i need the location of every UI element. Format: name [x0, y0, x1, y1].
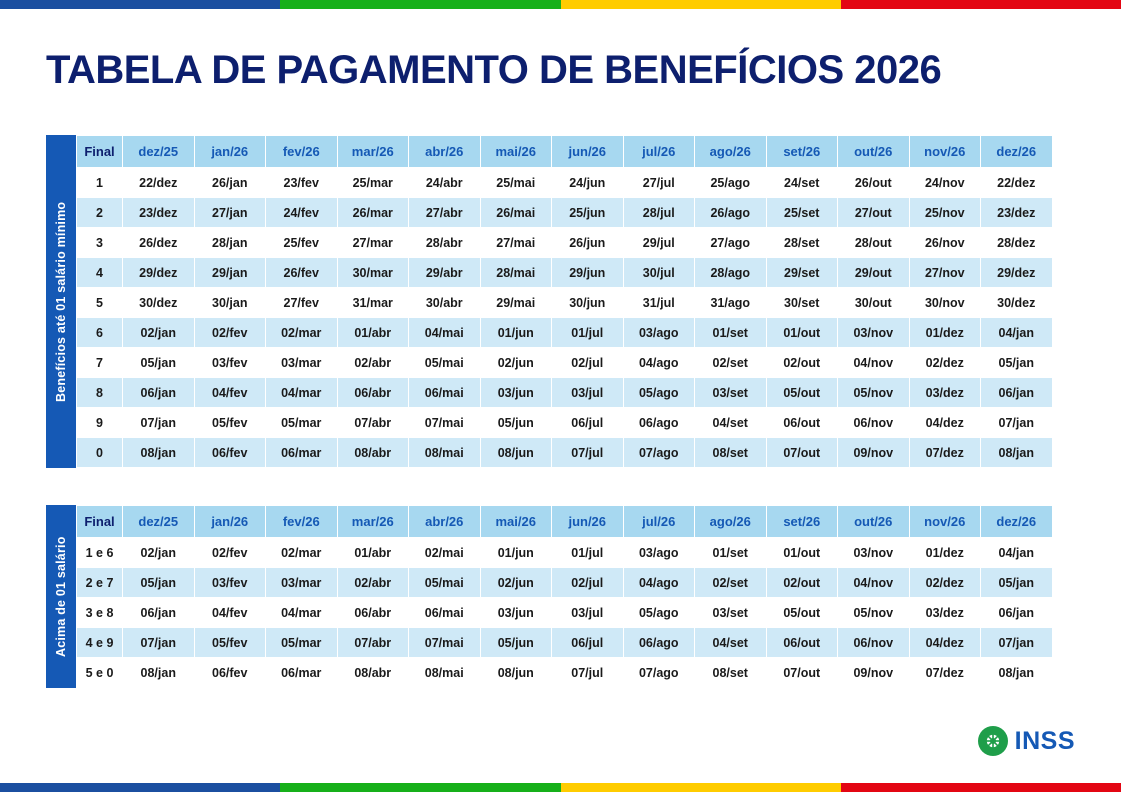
- table2-cell: 06/out: [766, 628, 838, 658]
- table1-cell: 30/jun: [552, 288, 624, 318]
- table1-header-month: set/26: [766, 136, 838, 168]
- table-row: [77, 168, 1053, 198]
- table2-cell: 04/nov: [838, 568, 910, 598]
- table1-cell: 28/ago: [695, 258, 767, 288]
- table1-cell: 06/jul: [552, 408, 624, 438]
- table2-header-month: dez/25: [123, 506, 195, 538]
- table2-cell: 05/fev: [194, 628, 266, 658]
- table2-final-cell: 2 e 7: [77, 568, 123, 598]
- table2-cell: 02/fev: [194, 538, 266, 568]
- table1-final-cell: 8: [77, 378, 123, 408]
- table2-cell: 02/jul: [552, 568, 624, 598]
- table1-cell: 06/nov: [838, 408, 910, 438]
- table1-cell: 27/mar: [337, 228, 409, 258]
- table2-cell: 07/mai: [409, 628, 481, 658]
- table1-cell: 24/set: [766, 168, 838, 198]
- table1-side-label: Benefícios até 01 salário mínimo: [46, 135, 76, 468]
- table1-cell: 04/nov: [838, 348, 910, 378]
- table1-cell: 29/dez: [123, 258, 195, 288]
- table1-cell: 03/jun: [480, 378, 552, 408]
- table1-cell: 02/dez: [909, 348, 981, 378]
- table2-cell: 07/jan: [981, 628, 1053, 658]
- table-row: [77, 658, 1053, 688]
- table2-cell: 07/abr: [337, 628, 409, 658]
- table2-cell: 02/jun: [480, 568, 552, 598]
- table2-header-month: dez/26: [981, 506, 1053, 538]
- table1-cell: 29/jun: [552, 258, 624, 288]
- table1-cell: 03/fev: [194, 348, 266, 378]
- table1-cell: 07/ago: [623, 438, 695, 468]
- table1-cell: 05/jan: [123, 348, 195, 378]
- table2-cell: 06/nov: [838, 628, 910, 658]
- table1-cell: 23/dez: [981, 198, 1053, 228]
- table2-header-month: ago/26: [695, 506, 767, 538]
- table1: [76, 135, 1053, 468]
- table2-final-cell: 4 e 9: [77, 628, 123, 658]
- table2-cell: 02/out: [766, 568, 838, 598]
- table-row: [77, 628, 1053, 658]
- table2-cell: 07/jan: [123, 628, 195, 658]
- table2-cell: 07/dez: [909, 658, 981, 688]
- table1-cell: 27/jan: [194, 198, 266, 228]
- table2-cell: 06/ago: [623, 628, 695, 658]
- inss-logo: [978, 726, 1075, 756]
- table1-cell: 25/ago: [695, 168, 767, 198]
- table1-cell: 07/out: [766, 438, 838, 468]
- table1-cell: 02/mar: [266, 318, 338, 348]
- table2-cell: 05/mai: [409, 568, 481, 598]
- table2-header-month: mai/26: [480, 506, 552, 538]
- table1-cell: 04/fev: [194, 378, 266, 408]
- table1-cell: 22/dez: [981, 168, 1053, 198]
- table2-cell: 06/jan: [123, 598, 195, 628]
- table1-cell: 26/ago: [695, 198, 767, 228]
- table1-cell: 05/nov: [838, 378, 910, 408]
- table1-cell: 25/nov: [909, 198, 981, 228]
- table2-header-month: out/26: [838, 506, 910, 538]
- table-row: [77, 288, 1053, 318]
- table2-cell: 02/mai: [409, 538, 481, 568]
- table1-cell: 29/set: [766, 258, 838, 288]
- table1-cell: 24/abr: [409, 168, 481, 198]
- table1-cell: 27/nov: [909, 258, 981, 288]
- table2-cell: 08/abr: [337, 658, 409, 688]
- table1-cell: 02/jan: [123, 318, 195, 348]
- table2-cell: 08/mai: [409, 658, 481, 688]
- table1-cell: 28/mai: [480, 258, 552, 288]
- stripe-red: [841, 783, 1121, 792]
- table1-cell: 04/mai: [409, 318, 481, 348]
- bottom-color-stripe: [0, 783, 1121, 792]
- table1-cell: 06/abr: [337, 378, 409, 408]
- stripe-green: [280, 783, 560, 792]
- table2-cell: 03/mar: [266, 568, 338, 598]
- table2-cell: 06/jan: [981, 598, 1053, 628]
- table1-header-month: jun/26: [552, 136, 624, 168]
- table2-cell: 04/set: [695, 628, 767, 658]
- table-row: [77, 538, 1053, 568]
- table1-cell: 02/out: [766, 348, 838, 378]
- table2-cell: 04/fev: [194, 598, 266, 628]
- table1-header-month: jan/26: [194, 136, 266, 168]
- table2-cell: 05/jan: [123, 568, 195, 598]
- table1-cell: 01/out: [766, 318, 838, 348]
- table1-cell: 31/jul: [623, 288, 695, 318]
- benefits-minimum-wage-table-block: [46, 135, 1053, 468]
- table1-final-cell: 7: [77, 348, 123, 378]
- table2-side-label: Acima de 01 salário: [46, 505, 76, 688]
- table1-cell: 08/jan: [981, 438, 1053, 468]
- table1-cell: 29/dez: [981, 258, 1053, 288]
- table1-cell: 05/mai: [409, 348, 481, 378]
- table1-cell: 23/dez: [123, 198, 195, 228]
- table1-header-month: mai/26: [480, 136, 552, 168]
- inss-logo-text: INSS: [1014, 726, 1075, 755]
- table2-header-month: jul/26: [623, 506, 695, 538]
- inss-emblem-icon: [978, 726, 1008, 756]
- table1-cell: 24/jun: [552, 168, 624, 198]
- table1-header-month: mar/26: [337, 136, 409, 168]
- table2-cell: 03/nov: [838, 538, 910, 568]
- table1-cell: 25/mai: [480, 168, 552, 198]
- table1-cell: 07/jan: [981, 408, 1053, 438]
- table-row: [77, 198, 1053, 228]
- table1-header-month: dez/26: [981, 136, 1053, 168]
- table1-final-cell: 9: [77, 408, 123, 438]
- table2-cell: 04/ago: [623, 568, 695, 598]
- table1-cell: 01/abr: [337, 318, 409, 348]
- table1-header-month: nov/26: [909, 136, 981, 168]
- table2-cell: 02/set: [695, 568, 767, 598]
- table2-cell: 05/nov: [838, 598, 910, 628]
- table1-cell: 24/fev: [266, 198, 338, 228]
- table1-cell: 27/mai: [480, 228, 552, 258]
- table2-cell: 03/jun: [480, 598, 552, 628]
- table1-cell: 04/mar: [266, 378, 338, 408]
- table1-cell: 02/set: [695, 348, 767, 378]
- table1-header-month: jul/26: [623, 136, 695, 168]
- table1-cell: 30/dez: [981, 288, 1053, 318]
- page-title: TABELA DE PAGAMENTO DE BENEFÍCIOS 2026: [46, 48, 942, 92]
- table1-cell: 03/jul: [552, 378, 624, 408]
- benefits-above-minimum-wage-table-block: [46, 505, 1053, 688]
- table1-cell: 26/out: [838, 168, 910, 198]
- table2-cell: 05/jun: [480, 628, 552, 658]
- table1-cell: 28/abr: [409, 228, 481, 258]
- table1-cell: 05/out: [766, 378, 838, 408]
- table1-cell: 02/abr: [337, 348, 409, 378]
- table2-cell: 03/set: [695, 598, 767, 628]
- table1-final-cell: 2: [77, 198, 123, 228]
- table2-cell: 06/mai: [409, 598, 481, 628]
- table2-cell: 05/mar: [266, 628, 338, 658]
- table1-cell: 04/jan: [981, 318, 1053, 348]
- table1-header-row: [77, 136, 1053, 168]
- table2-header-month: abr/26: [409, 506, 481, 538]
- table1-cell: 08/mai: [409, 438, 481, 468]
- table1-cell: 06/ago: [623, 408, 695, 438]
- table1-cell: 04/set: [695, 408, 767, 438]
- table1-cell: 30/jan: [194, 288, 266, 318]
- table1-cell: 26/fev: [266, 258, 338, 288]
- table2-cell: 02/abr: [337, 568, 409, 598]
- table1-cell: 28/jan: [194, 228, 266, 258]
- table1-cell: 27/out: [838, 198, 910, 228]
- table1-cell: 27/abr: [409, 198, 481, 228]
- table-row: [77, 598, 1053, 628]
- table2-cell: 03/ago: [623, 538, 695, 568]
- table1-header-final: Final: [77, 136, 123, 168]
- table1-cell: 28/out: [838, 228, 910, 258]
- table1-cell: 03/set: [695, 378, 767, 408]
- table1-cell: 27/fev: [266, 288, 338, 318]
- table2-cell: 07/out: [766, 658, 838, 688]
- table2-final-cell: 1 e 6: [77, 538, 123, 568]
- stripe-blue: [0, 783, 280, 792]
- table2-cell: 02/mar: [266, 538, 338, 568]
- table2-final-cell: 3 e 8: [77, 598, 123, 628]
- table1-header-month: out/26: [838, 136, 910, 168]
- table2-cell: 01/out: [766, 538, 838, 568]
- table2-cell: 05/jan: [981, 568, 1053, 598]
- table2-cell: 04/jan: [981, 538, 1053, 568]
- table2-header-final: Final: [77, 506, 123, 538]
- table2-cell: 07/jul: [552, 658, 624, 688]
- table2-cell: 01/abr: [337, 538, 409, 568]
- table2-cell: 02/jan: [123, 538, 195, 568]
- table1-cell: 25/set: [766, 198, 838, 228]
- table-row: [77, 378, 1053, 408]
- table2-cell: 01/jul: [552, 538, 624, 568]
- table2-cell: 06/fev: [194, 658, 266, 688]
- table-row: [77, 568, 1053, 598]
- table1-final-cell: 3: [77, 228, 123, 258]
- table1-cell: 08/jun: [480, 438, 552, 468]
- table2-cell: 06/jul: [552, 628, 624, 658]
- table1-cell: 09/nov: [838, 438, 910, 468]
- table1-cell: 25/fev: [266, 228, 338, 258]
- table1-cell: 03/mar: [266, 348, 338, 378]
- stripe-yellow: [561, 783, 841, 792]
- table1-final-cell: 5: [77, 288, 123, 318]
- table1-cell: 30/dez: [123, 288, 195, 318]
- table1-cell: 30/abr: [409, 288, 481, 318]
- stripe-blue: [0, 0, 280, 9]
- table1-cell: 08/abr: [337, 438, 409, 468]
- table1-cell: 01/set: [695, 318, 767, 348]
- table2-header-month: jun/26: [552, 506, 624, 538]
- table1-cell: 27/ago: [695, 228, 767, 258]
- table1-header-month: dez/25: [123, 136, 195, 168]
- table1-cell: 26/jun: [552, 228, 624, 258]
- table1-header-month: abr/26: [409, 136, 481, 168]
- table2-header-month: fev/26: [266, 506, 338, 538]
- table1-cell: 05/jun: [480, 408, 552, 438]
- table1-cell: 30/set: [766, 288, 838, 318]
- table1-cell: 30/mar: [337, 258, 409, 288]
- table1-cell: 30/jul: [623, 258, 695, 288]
- table1-cell: 28/jul: [623, 198, 695, 228]
- table1-cell: 05/mar: [266, 408, 338, 438]
- table1-cell: 06/jan: [981, 378, 1053, 408]
- table1-cell: 25/jun: [552, 198, 624, 228]
- table1-cell: 05/ago: [623, 378, 695, 408]
- table1-cell: 07/mai: [409, 408, 481, 438]
- table1-cell: 31/ago: [695, 288, 767, 318]
- table2: [76, 505, 1053, 688]
- table2-cell: 03/dez: [909, 598, 981, 628]
- table1-cell: 27/jul: [623, 168, 695, 198]
- table1-cell: 02/jun: [480, 348, 552, 378]
- table2-cell: 03/jul: [552, 598, 624, 628]
- table1-cell: 06/mar: [266, 438, 338, 468]
- table-row: [77, 318, 1053, 348]
- table1-final-cell: 1: [77, 168, 123, 198]
- table1-cell: 01/dez: [909, 318, 981, 348]
- table1-cell: 29/out: [838, 258, 910, 288]
- table1-cell: 26/dez: [123, 228, 195, 258]
- table1-header-month: ago/26: [695, 136, 767, 168]
- table2-final-cell: 5 e 0: [77, 658, 123, 688]
- table2-header-row: [77, 506, 1053, 538]
- table-row: [77, 258, 1053, 288]
- table1-cell: 07/abr: [337, 408, 409, 438]
- table1-cell: 06/fev: [194, 438, 266, 468]
- table1-cell: 08/jan: [123, 438, 195, 468]
- table1-final-cell: 6: [77, 318, 123, 348]
- table1-cell: 05/fev: [194, 408, 266, 438]
- table2-header-month: set/26: [766, 506, 838, 538]
- table1-final-cell: 4: [77, 258, 123, 288]
- table2-cell: 08/jan: [981, 658, 1053, 688]
- table1-cell: 08/set: [695, 438, 767, 468]
- table1-cell: 29/abr: [409, 258, 481, 288]
- table-row: [77, 408, 1053, 438]
- table2-cell: 01/jun: [480, 538, 552, 568]
- table1-final-cell: 0: [77, 438, 123, 468]
- table-row: [77, 348, 1053, 378]
- table2-cell: 09/nov: [838, 658, 910, 688]
- table1-cell: 07/jul: [552, 438, 624, 468]
- table2-cell: 08/set: [695, 658, 767, 688]
- table2-header-month: jan/26: [194, 506, 266, 538]
- table1-cell: 07/dez: [909, 438, 981, 468]
- table2-cell: 04/mar: [266, 598, 338, 628]
- table2-header-month: mar/26: [337, 506, 409, 538]
- table1-cell: 06/out: [766, 408, 838, 438]
- table1-cell: 23/fev: [266, 168, 338, 198]
- table1-cell: 29/jan: [194, 258, 266, 288]
- table1-cell: 01/jul: [552, 318, 624, 348]
- table2-cell: 08/jan: [123, 658, 195, 688]
- table1-cell: 26/mai: [480, 198, 552, 228]
- table2-cell: 03/fev: [194, 568, 266, 598]
- table1-header-month: fev/26: [266, 136, 338, 168]
- table1-cell: 04/dez: [909, 408, 981, 438]
- table1-cell: 24/nov: [909, 168, 981, 198]
- table1-cell: 28/set: [766, 228, 838, 258]
- table1-cell: 06/jan: [123, 378, 195, 408]
- table-row: [77, 438, 1053, 468]
- table1-cell: 29/mai: [480, 288, 552, 318]
- table2-header-month: nov/26: [909, 506, 981, 538]
- table2-cell: 05/ago: [623, 598, 695, 628]
- table1-cell: 29/jul: [623, 228, 695, 258]
- table1-cell: 03/nov: [838, 318, 910, 348]
- table1-cell: 07/jan: [123, 408, 195, 438]
- table2-cell: 04/dez: [909, 628, 981, 658]
- table2-cell: 06/mar: [266, 658, 338, 688]
- table2-cell: 01/dez: [909, 538, 981, 568]
- table2-cell: 01/set: [695, 538, 767, 568]
- table2-cell: 06/abr: [337, 598, 409, 628]
- table2-cell: 08/jun: [480, 658, 552, 688]
- table1-cell: 26/mar: [337, 198, 409, 228]
- table1-cell: 22/dez: [123, 168, 195, 198]
- table1-cell: 28/dez: [981, 228, 1053, 258]
- table1-cell: 02/fev: [194, 318, 266, 348]
- table1-cell: 26/jan: [194, 168, 266, 198]
- stripe-yellow: [561, 0, 841, 9]
- table-row: [77, 228, 1053, 258]
- table1-cell: 26/nov: [909, 228, 981, 258]
- table1-cell: 05/jan: [981, 348, 1053, 378]
- table1-cell: 01/jun: [480, 318, 552, 348]
- table1-cell: 02/jul: [552, 348, 624, 378]
- top-color-stripe: [0, 0, 1121, 9]
- table1-cell: 30/nov: [909, 288, 981, 318]
- table1-cell: 04/ago: [623, 348, 695, 378]
- table1-cell: 25/mar: [337, 168, 409, 198]
- table2-cell: 05/out: [766, 598, 838, 628]
- table1-cell: 03/dez: [909, 378, 981, 408]
- table1-cell: 03/ago: [623, 318, 695, 348]
- table1-cell: 31/mar: [337, 288, 409, 318]
- stripe-green: [280, 0, 560, 9]
- table1-cell: 30/out: [838, 288, 910, 318]
- table2-cell: 07/ago: [623, 658, 695, 688]
- table2-cell: 02/dez: [909, 568, 981, 598]
- table1-cell: 06/mai: [409, 378, 481, 408]
- stripe-red: [841, 0, 1121, 9]
